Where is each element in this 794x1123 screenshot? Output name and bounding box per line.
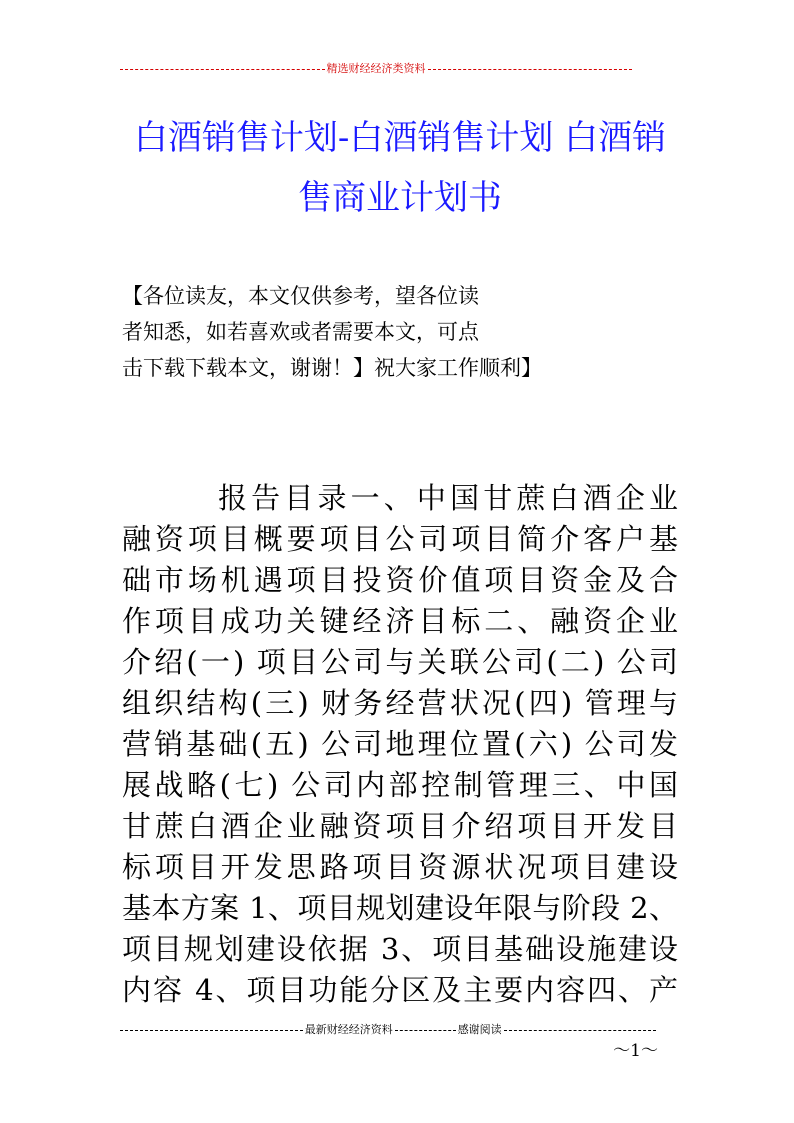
- body-line: 标项目开发思路项目资源状况项目建设: [122, 850, 678, 884]
- notice-line: 【各位读友，本文仅供参考，望各位读: [122, 284, 479, 308]
- notice-line: 者知悉，如若喜欢或者需要本文，可点: [122, 320, 479, 344]
- footer-label-left: 最新财经经济资料: [304, 1023, 393, 1036]
- body-line: 融资项目概要项目公司项目简介客户基: [122, 522, 678, 556]
- header-dash-right: [428, 69, 633, 70]
- title-line: 白酒销售计划-白酒销售计划 白酒销: [133, 118, 667, 158]
- footer-rule: [120, 1021, 656, 1037]
- body-line: 作项目成功关键经济目标二、融资企业: [122, 604, 678, 638]
- body-line: 组织结构(三) 财务经营状况(四) 管理与: [122, 686, 678, 720]
- body-paragraph: [122, 478, 678, 1011]
- body-line: 项目规划建设依据 3、项目基础设施建设: [122, 932, 678, 966]
- body-line: 甘蔗白酒企业融资项目介绍项目开发目: [122, 809, 678, 843]
- body-line: 介绍(一) 项目公司与关联公司(二) 公司: [122, 645, 678, 679]
- header-rule: [120, 60, 632, 76]
- notice-line: 击下载下载本文，谢谢！】祝大家工作顺利】: [122, 356, 542, 380]
- body-line: 内容 4、项目功能分区及主要内容四、产: [122, 973, 678, 1007]
- footer-dash-right: [504, 1030, 656, 1031]
- page-number: ～1～: [613, 1041, 658, 1061]
- footer-dash-left: [120, 1030, 303, 1031]
- reader-notice: [122, 278, 642, 386]
- body-line: 础市场机遇项目投资价值项目资金及合: [122, 563, 678, 597]
- header-dash-left: [120, 69, 325, 70]
- body-line: 展战略(七) 公司内部控制管理三、中国: [122, 768, 678, 802]
- footer-label-right: 感谢阅读: [457, 1023, 502, 1036]
- document-title: [120, 108, 680, 228]
- body-line: 营销基础(五) 公司地理位置(六) 公司发: [122, 727, 678, 761]
- header-label: 精选财经经济类资料: [326, 62, 426, 75]
- body-line: 基本方案 1、项目规划建设年限与阶段 2、: [122, 891, 678, 925]
- footer-dash-middle: [395, 1030, 456, 1031]
- body-line: 报告目录一、中国甘蔗白酒企业: [218, 481, 678, 515]
- title-line: 售商业计划书: [298, 178, 502, 218]
